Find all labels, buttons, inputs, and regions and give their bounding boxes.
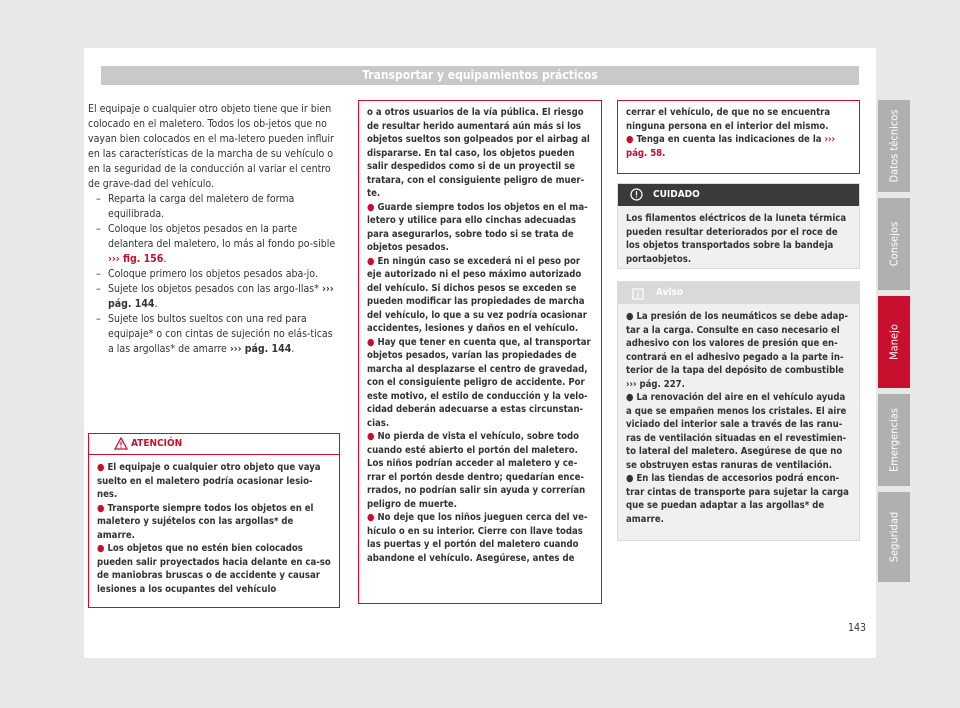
list-item: – Coloque primero los objetos pesados aba-jo.	[96, 268, 318, 280]
list-item: ● La renovación del aire en el vehículo ayuda a que se empañen menos los cristales. El aire viciado del interior sale a través de las ranu-ras de ventilación situadas en el revestimien-to lateral del maletero. Asegúrese de que no se obstruyen estas ranuras de ventilación.	[626, 392, 847, 471]
cuidado-header: CUIDADO	[618, 184, 859, 206]
page-link[interactable]: ››› pág. 144	[229, 343, 292, 355]
warning-triangle-icon	[114, 437, 128, 458]
aviso-header: Aviso	[618, 282, 859, 304]
page-link[interactable]: ››› pág. 227	[626, 378, 682, 390]
list-item: ● No deje que los niños jueguen cerca del ve-hículo o en su interior. Cierre con llave todas las puertas y el portón del maletero cuando abandone el vehículo. Asegúrese, antes de	[367, 512, 588, 564]
list-item: – Reparta la carga del maletero de forma equilibrada.	[96, 193, 295, 220]
list-item: – Sujete los objetos pesados con las argo-llas* ››› pág. 144.	[96, 283, 334, 310]
fig-link[interactable]: ››› fig. 156	[108, 253, 164, 265]
aviso-body	[618, 304, 859, 532]
list-item: ● Los objetos que no estén bien colocados pueden salir proyectados hacia delante en ca-so de maniobras bruscas o de accidente y causar lesiones a los ocupantes del vehículo	[97, 543, 331, 595]
tab-datos-tecnicos[interactable]: Datos técnicos	[878, 100, 910, 192]
page-link[interactable]: ››› pág. 58	[626, 134, 836, 159]
list-item: ● La presión de los neumáticos se debe adap-tar a la carga. Consulte en caso necesario el adhesivo con los valores de presión que en-contrará en el adhesivo pegado a la parte in-terior de la tapa del depósito de combustible ››› pág. 227.	[626, 311, 849, 390]
info-circle-icon	[630, 188, 643, 210]
atencion-continued-box-2: cerrar el vehículo, de que no se encuentra ninguna persona en el interior del mismo. ● Tenga en cuenta las indicaciones de la ››› pág. 58.	[617, 100, 860, 174]
atencion-body	[89, 455, 339, 602]
list-item: ● Tenga en cuenta las indicaciones de la ››› pág. 58.	[626, 134, 836, 159]
list-item: – Coloque los objetos pesados en la parte delantera del maletero, lo más al fondo po-sible ››› fig. 156.	[96, 223, 336, 265]
page-number: 143	[848, 622, 867, 634]
atencion-box	[88, 433, 340, 608]
tab-consejos[interactable]: Consejos	[878, 198, 910, 290]
list-item: ● Hay que tener en cuenta que, al transportar objetos pesados, varían las propiedades de marcha al desplazarse el centro de gravedad, con el consiguiente peligro de accidente. Por este motivo, el estilo de conducción y la velo-cidad deberán adecuarse a estas circunstan-cias.	[367, 336, 591, 429]
list-item: ● En ningún caso se excederá ni el peso por eje autorizado ni el peso máximo autorizado del vehículo. Si dichos pesos se exceden se pueden modificar las propiedades de marcha del vehículo, lo que a su vez podría ocasionar accidentes, lesiones y daños en el vehículo.	[367, 255, 587, 334]
atencion-continued-box	[358, 100, 602, 604]
column-1	[88, 102, 340, 357]
instruction-list	[88, 192, 340, 357]
atencion-header: ATENCIÓN	[89, 434, 339, 455]
atencion-continued-body: o a otros usuarios de la vía pública. El riesgo de resultar herido aumentará aún más si los objetos sueltos son golpeados por el airbag al dispararse. En tal caso, los objetos pueden salir despedidos como si de un proyectil se tratara, con el consiguiente peligro de muer-te. ● Guarde siempre todos los objetos en el ma-letero y utilice para ello cinchas adecuadas para asegurarlos, sobre todo si se trata de objetos pesados. ● En ningún caso se excederá ni el peso por eje autorizado ni el peso máximo autorizado del vehículo. Si dichos pesos se exceden se pueden modificar las propiedades de marcha del vehículo, lo que a su vez podría ocasionar accidentes, lesiones y daños en el vehículo. ● Hay que tener en cuenta que, al transportar objetos pesados, varían las propiedades de marcha al desplazarse el centro de gravedad, con el consiguiente peligro de accidente. Por este motivo, el estilo de conducción y la velo-cidad deberán adecuarse a estas circunstan-cias. ● No pierda de vista el vehículo, sobre todo cuando esté abierto el portón del maletero. Los niños podrían acceder al maletero y ce-rrar el portón desde dentro; quedarían ence-rrados, no podrían salir sin ayuda y correrían peligro de muerte. ● No deje que los niños jueguen cerca del ve-hículo o en su interior. Cierre con llave todas las puertas y el portón del maletero cuando abandone el vehículo. Asegúrese, antes de	[359, 101, 601, 571]
list-item: ● No pierda de vista el vehículo, sobre todo cuando esté abierto el portón del maletero. Los niños podrían acceder al maletero y ce-rrar el portón desde dentro; quedarían ence-rrados, no podrían salir sin ayuda y correrían peligro de muerte.	[367, 431, 586, 510]
list-item: ● En las tiendas de accesorios podrá encon-trar cintas de transporte para sujetar la carga que se puedan adaptar a las argollas* de amarre.	[626, 473, 849, 525]
tab-manejo[interactable]: Manejo	[878, 296, 910, 388]
cuidado-body: Los filamentos eléctricos de la luneta térmica pueden resultar deteriorados por el roce de los objetos transportados sobre la bandeja portaobjetos.	[626, 213, 847, 265]
list-item: – Sujete los bultos sueltos con una red para equipaje* o con cintas de sujeción no elás-ticas a las argollas* de amarre ››› pág. 144.	[96, 313, 333, 355]
page-link[interactable]: ››› pág. 144	[108, 283, 334, 310]
intro-paragraph: El equipaje o cualquier otro objeto tiene que ir bien colocado en el maletero. Todos los ob-jetos que no vayan bien colocados en el ma-letero pueden influir en las características de la marcha de su vehículo o en la seguridad de la conducción al variar el centro de grave-dad del vehículo.	[88, 103, 334, 190]
note-icon	[632, 287, 644, 309]
list-item: ● El equipaje o cualquier otro objeto que vaya suelto en el maletero podría ocasionar lesio-nes.	[97, 462, 321, 500]
aviso-box	[617, 281, 860, 541]
page-header: Transportar y equipamientos prácticos	[101, 66, 859, 85]
tab-seguridad[interactable]: Seguridad	[878, 492, 910, 582]
tab-emergencias[interactable]: Emergencias	[878, 394, 910, 486]
list-item: ● Guarde siempre todos los objetos en el ma-letero y utilice para ello cinchas adecuadas para asegurarlos, sobre todo si se trata de objetos pesados.	[367, 201, 588, 253]
list-item: ● Transporte siempre todos los objetos en el maletero y sujételos con las argollas* de amarre.	[97, 502, 314, 541]
cuidado-box	[617, 183, 860, 269]
